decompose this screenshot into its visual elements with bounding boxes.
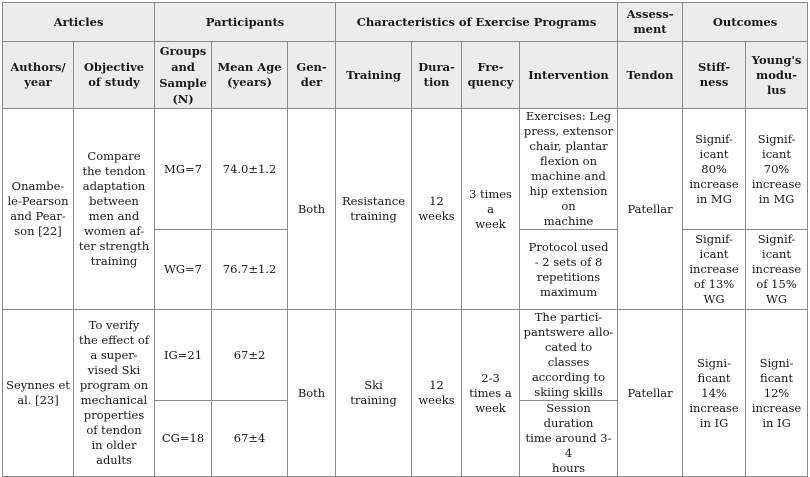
training-cell: Resistance training <box>336 109 412 310</box>
author-cell: Onambe- le-Pearson and Pear- son [22] <box>3 109 74 310</box>
subheader-row <box>3 42 808 109</box>
group-cell: CG=18 <box>155 401 212 477</box>
objective-cell: Compare the tendon adaptation between men and women af- ter strength training <box>74 109 155 310</box>
tendon-header: Tendon <box>618 42 683 109</box>
mean-age-cell: 67±2 <box>212 310 288 401</box>
intervention-header: Intervention <box>520 42 618 109</box>
authors-header: Authors/ year <box>3 42 74 109</box>
group-cell: MG=7 <box>155 109 212 230</box>
assessment-header: Assess- ment <box>618 3 683 42</box>
frequency-cell: 2-3 times a week <box>462 310 520 477</box>
stiffness-header: Stiff- ness <box>683 42 746 109</box>
gender-header: Gen- der <box>288 42 336 109</box>
stiffness-cell: Signif- icant 80% increase in MG <box>683 109 746 230</box>
intervention-cell: Exercises: Leg press, extensor chair, plantar flexion on machine and hip extension on machine <box>520 109 618 230</box>
tendon-cell: Patellar <box>618 109 683 310</box>
group-cell: WG=7 <box>155 230 212 310</box>
articles-header: Articles <box>3 3 155 42</box>
duration-header: Dura- tion <box>412 42 462 109</box>
table-row <box>3 109 808 230</box>
header-row <box>3 3 808 42</box>
youngs-modulus-cell: Signif- icant increase of 15% WG <box>746 230 808 310</box>
gender-cell: Both <box>288 109 336 310</box>
mean-age-cell: 74.0±1.2 <box>212 109 288 230</box>
frequency-cell: 3 times a week <box>462 109 520 310</box>
tendon-cell: Patellar <box>618 310 683 477</box>
participants-header: Participants <box>155 3 336 42</box>
frequency-header: Fre- quency <box>462 42 520 109</box>
youngs-modulus-cell: Signif- icant 70% increase in MG <box>746 109 808 230</box>
group-cell: IG=21 <box>155 310 212 401</box>
stiffness-cell: Signif- icant increase of 13% WG <box>683 230 746 310</box>
training-cell: Ski training <box>336 310 412 477</box>
mean-age-cell: 67±4 <box>212 401 288 477</box>
youngs-modulus-cell: Signi- ficant 12% increase in IG <box>746 310 808 477</box>
mean-age-header: Mean Age (years) <box>212 42 288 109</box>
training-header: Training <box>336 42 412 109</box>
gender-cell: Both <box>288 310 336 477</box>
duration-cell: 12 weeks <box>412 310 462 477</box>
outcomes-header: Outcomes <box>683 3 808 42</box>
intervention-cell: Session duration time around 3-4 hours <box>520 401 618 477</box>
stiffness-cell: Signi- ficant 14% increase in IG <box>683 310 746 477</box>
intervention-cell: The partici- pantswere allo- cated to classes according to skiing skills <box>520 310 618 401</box>
table-row <box>3 310 808 401</box>
objective-cell: To verify the effect of a super- vised Ski program on mechanical properties of tendon in older adults <box>74 310 155 477</box>
characteristics-header: Characteristics of Exercise Programs <box>336 3 618 42</box>
duration-cell: 12 weeks <box>412 109 462 310</box>
youngs-modulus-header: Young's modu- lus <box>746 42 808 109</box>
intervention-cell: Protocol used - 2 sets of 8 repetitions maximum <box>520 230 618 310</box>
exercise-programs-table <box>2 2 808 477</box>
objective-header: Objective of study <box>74 42 155 109</box>
author-cell: Seynnes et al. [23] <box>3 310 74 477</box>
mean-age-cell: 76.7±1.2 <box>212 230 288 310</box>
groups-header: Groups and Sample (N) <box>155 42 212 109</box>
